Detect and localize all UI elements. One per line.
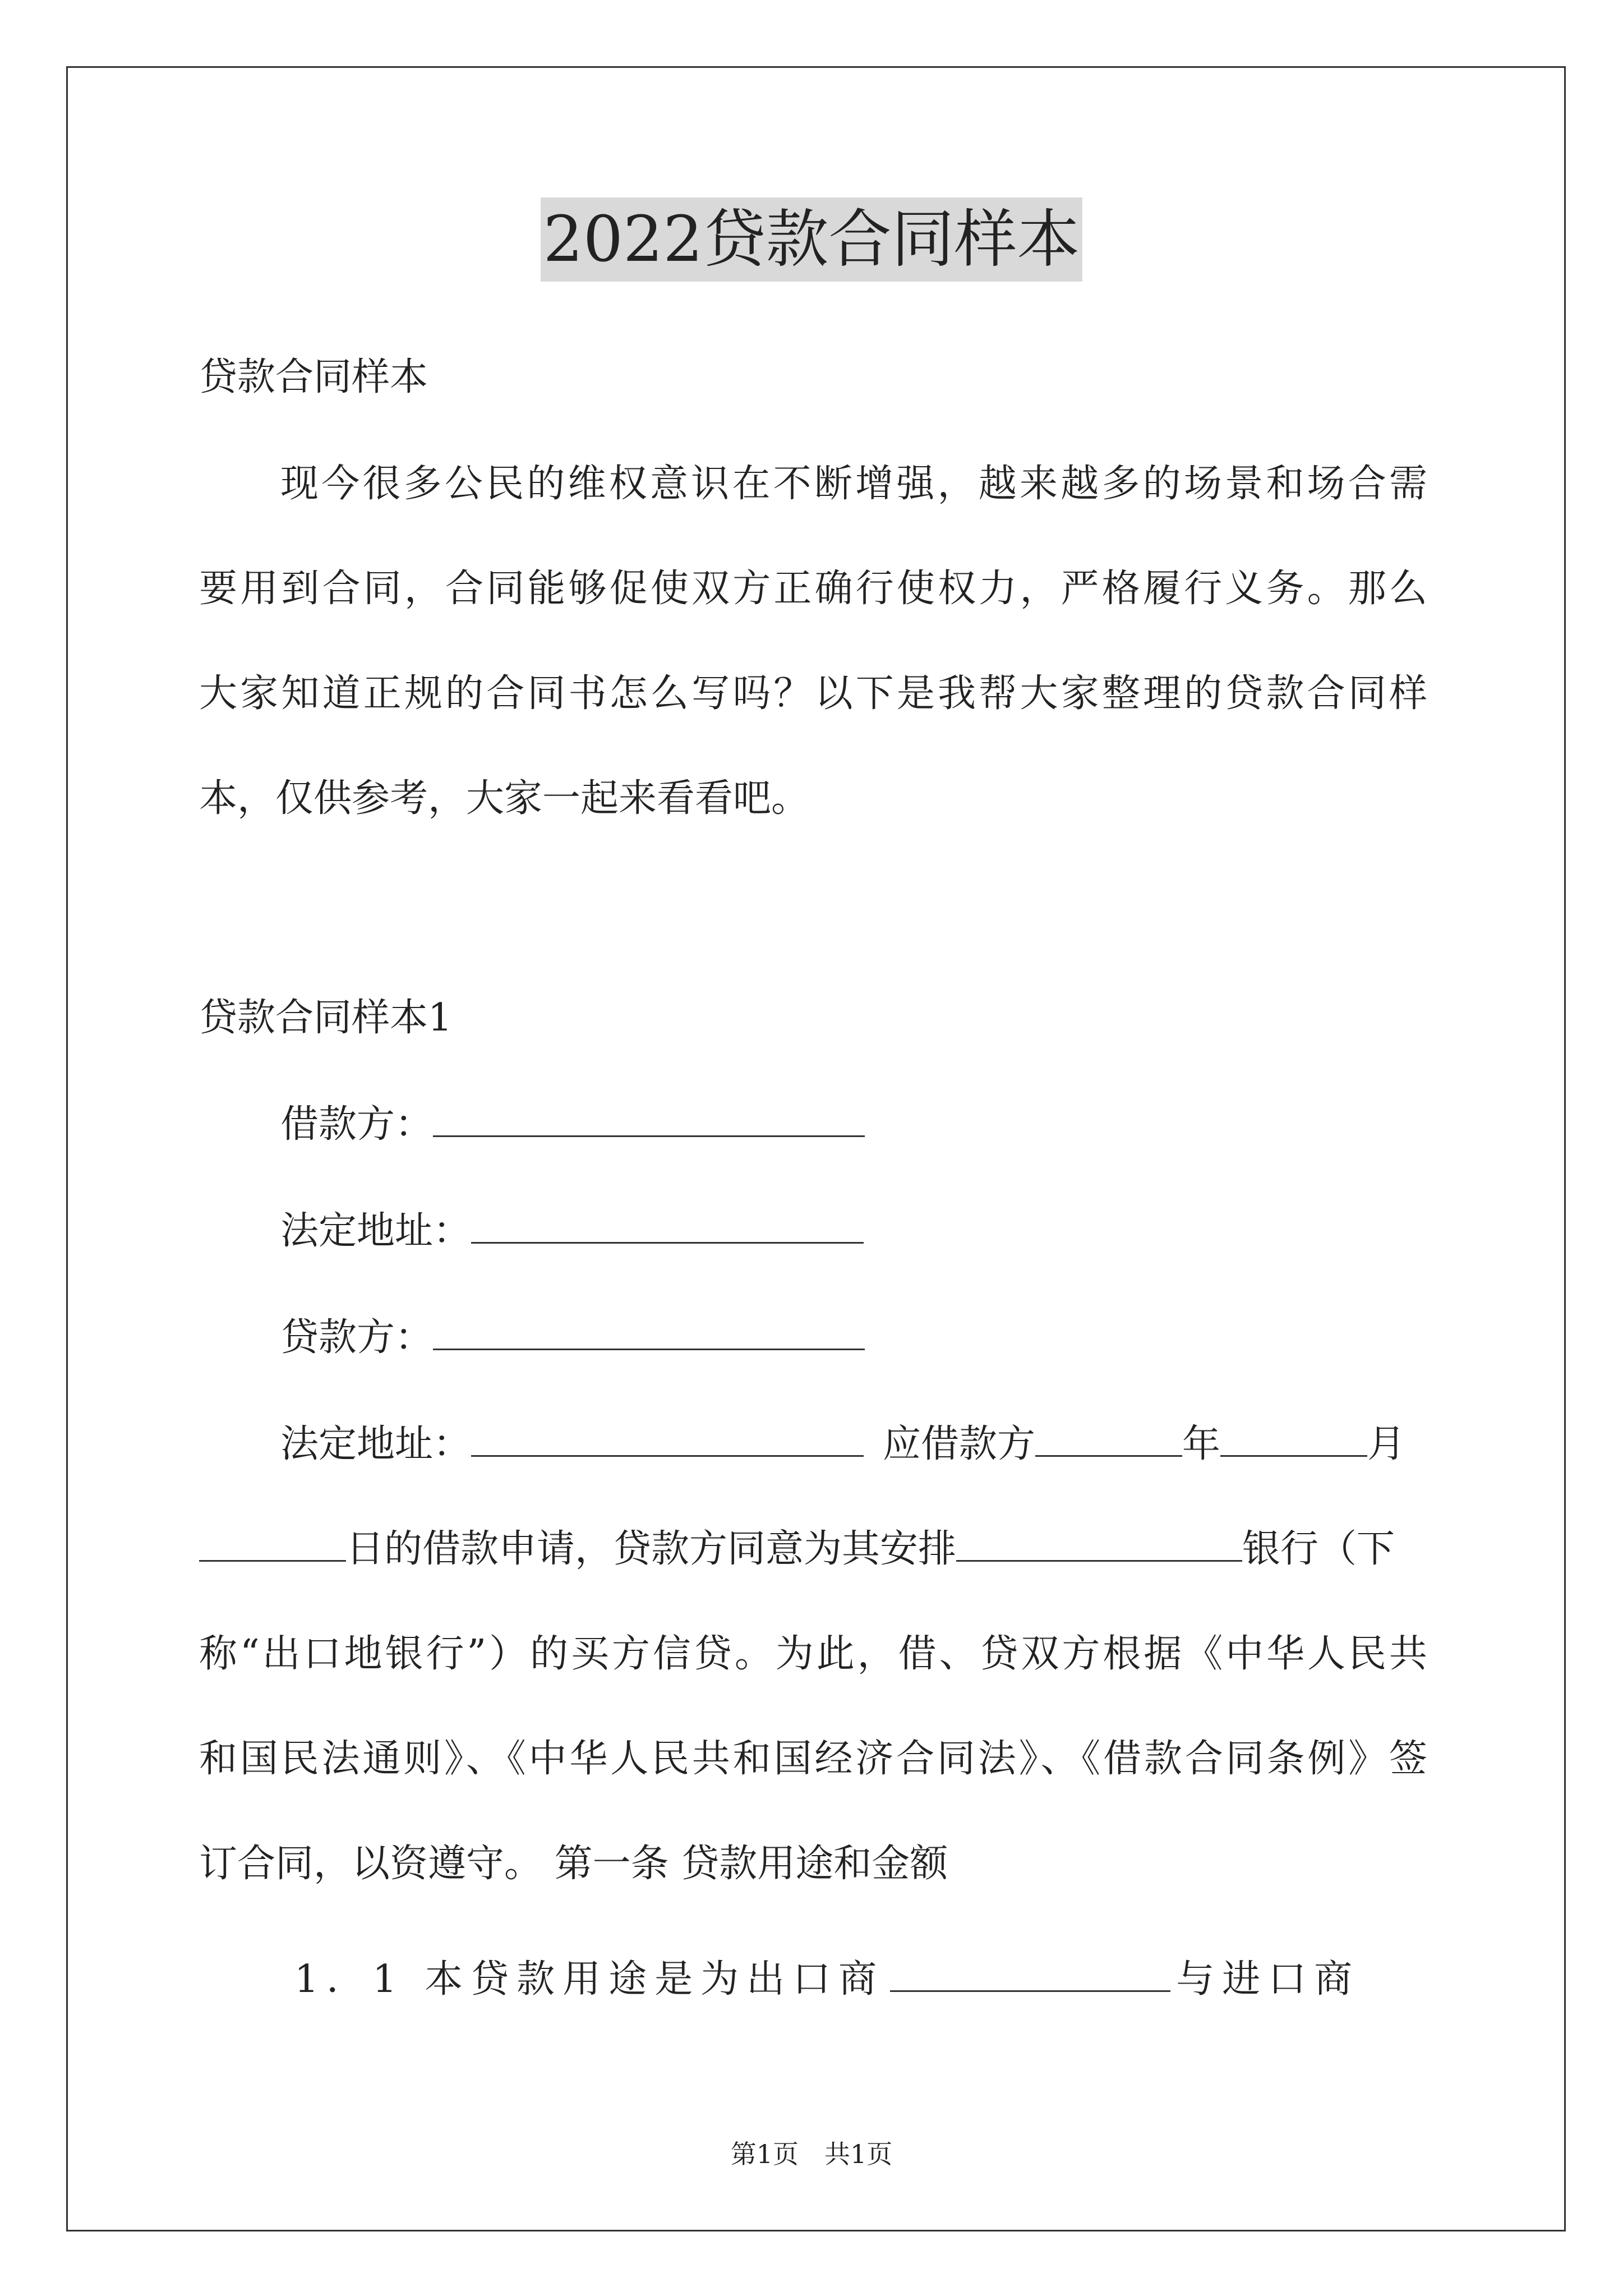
borrower-blank (433, 1099, 865, 1137)
month-blank (1220, 1419, 1367, 1457)
preamble-text: 银行（下 (1242, 1527, 1395, 1571)
borrower-address-label: 法定地址： (280, 1209, 472, 1253)
preamble-text: 日的借款申请，贷款方同意为其安排 (346, 1527, 957, 1571)
preamble-line: 订合同，以资遵守。 第一条 贷款用途和金额 (199, 1842, 948, 1886)
intro-line: 大家知道正规的合同书怎么写吗？以下是我帮大家整理的贷款合同样 (199, 671, 1427, 716)
contract-preamble (199, 1419, 1427, 1944)
intro-line: 现今很多公民的维权意识在不断增强，越来越多的场景和场合需 (280, 462, 1427, 506)
clause-text: 与进口商 (1176, 1957, 1361, 2001)
intro-line: 要用到合同，合同能够促使双方正确行使权力，严格履行义务。那么 (199, 567, 1427, 611)
intro-line: 本，仅供参考，大家一起来看看吧。 (199, 776, 810, 821)
lender-field (199, 1313, 1509, 1363)
document-subtitle: 贷款合同样本 (199, 355, 428, 399)
clause-1-1 (199, 1954, 1427, 2005)
preamble-text: 月 (1367, 1422, 1406, 1466)
borrower-address-field (199, 1206, 1509, 1257)
preamble-line: 和国民法通则》、《中华人民共和国经济合同法》、《借款合同条例》签 (199, 1737, 1427, 1781)
clause-text: 1．1 本贷款用途是为出口商 (294, 1957, 885, 2001)
title-container (0, 197, 1623, 282)
borrower-label: 借款方： (280, 1102, 434, 1147)
day-blank (199, 1524, 346, 1562)
intro-paragraph (199, 459, 1427, 878)
section-heading: 贷款合同样本1 (199, 996, 453, 1040)
borrower-field (199, 1099, 1509, 1150)
lender-blank (433, 1313, 865, 1350)
year-blank (1035, 1419, 1182, 1457)
page-footer: 第1页 共1页 (730, 2139, 893, 2169)
document-title: 2022贷款合同样本 (541, 197, 1082, 282)
lender-label: 贷款方： (280, 1315, 434, 1360)
preamble-line (199, 1419, 1427, 1524)
bank-blank (956, 1524, 1242, 1562)
preamble-line: 称“出口地银行”）的买方信贷。为此，借、贷双方根据《中华人民共 (199, 1632, 1427, 1676)
preamble-text: 年 (1182, 1422, 1221, 1466)
lender-address-blank (471, 1419, 864, 1457)
preamble-line (199, 1524, 1427, 1629)
exporter-blank (890, 1954, 1170, 1992)
preamble-text: 应借款方 (883, 1422, 1036, 1466)
lender-address-label: 法定地址： (280, 1422, 472, 1466)
borrower-address-blank (471, 1206, 864, 1244)
